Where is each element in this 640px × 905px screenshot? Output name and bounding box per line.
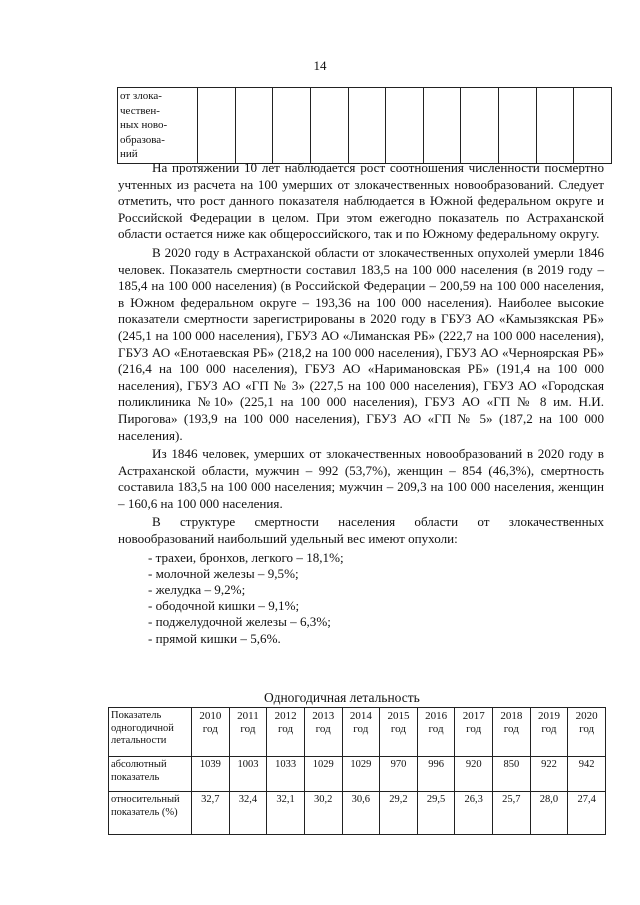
table-cell: 850: [493, 757, 531, 792]
list-item: - прямой кишки – 5,6%.: [148, 630, 281, 646]
paragraph: Из 1846 человек, умерших от злокачественных новообразований в 2020 году в Астраханской области, мужчин – 992 (53,7%), женщин – 854 (46,3%), смертность составила 183,5 на 100 000 населения; мужчин – 209,3 на 100 000 населения, женщин – 160,6 на 100 000 населения.: [118, 446, 604, 511]
table-cell: 1029: [304, 757, 342, 792]
empty-cell: [499, 88, 537, 164]
empty-cell: [273, 88, 311, 164]
table-cell: 32,4: [229, 792, 267, 835]
table-cell: 942: [568, 757, 606, 792]
list-item: - молочной железы – 9,5%;: [148, 565, 299, 581]
table-row: [109, 757, 606, 792]
table-cell: 1039: [192, 757, 230, 792]
table-cell: 32,1: [267, 792, 305, 835]
empty-cell: [386, 88, 424, 164]
year-header: 2015 год: [380, 708, 418, 757]
year-header: 2016 год: [417, 708, 455, 757]
table-cell: 28,0: [530, 792, 568, 835]
row-label: относительный показатель (%): [109, 792, 192, 835]
paragraph: В структуре смертности населения области от злокачественных новообразований наибольший удельный вес имеют опухоли:: [118, 514, 604, 547]
table-cell: 32,7: [192, 792, 230, 835]
empty-cell: [423, 88, 461, 164]
row-label: от злока- чествен- ных ново- образова- ний: [118, 88, 198, 164]
year-header: 2011 год: [229, 708, 267, 757]
table-cell: 30,2: [304, 792, 342, 835]
table-cell: 922: [530, 757, 568, 792]
empty-cell: [536, 88, 574, 164]
year-header: 2014 год: [342, 708, 380, 757]
table-header-row: [109, 708, 606, 757]
header-label: Показатель одногодичной летальности: [109, 708, 192, 757]
table-cell: 1029: [342, 757, 380, 792]
table-cell: 29,2: [380, 792, 418, 835]
table-cell: 996: [417, 757, 455, 792]
empty-cell: [348, 88, 386, 164]
paragraph: На протяжении 10 лет наблюдается рост соотношения численности посмертно учтенных из расчета на 100 умерших от злокачественных новообразований. Следует отметить, что рост данного показателя наблюдается в Южной федеральном округе и Российской Федерации в целом. При этом ежегодно показатель по Астраханской области остается ниже как общероссийского, так и по Южному федеральному округу.: [118, 160, 604, 242]
table-caption: Одногодичная летальность: [264, 690, 420, 705]
table-cell: 30,6: [342, 792, 380, 835]
year-header: 2018 год: [493, 708, 531, 757]
document-body: [118, 160, 604, 647]
list-item: - желудка – 9,2%;: [148, 582, 246, 598]
table-cell: 920: [455, 757, 493, 792]
empty-cell: [235, 88, 273, 164]
paragraph: В 2020 году в Астраханской области от злокачественных опухолей умерли 1846 человек. Показатель смертности составил 183,5 на 100 000 населения (в 2019 году – 185,4 на 100 000 населения) (в Российской Федерации – 200,59 на 100 000 населения, в Южном федеральном округе – 193,36 на 100 000 населения). Наиболее высокие показатели смертности зарегистрированы в 2020 году в ГБУЗ АО «Камызякская РБ» (245,1 на 100 000 населения), ГБУЗ АО «Лиманская РБ» (222,7 на 100 000 населения), ГБУЗ АО «Енотаевская РБ» (218,2 на 100 000 населения), ГБУЗ АО «Черноярская РБ» (216,4 на 100 000 населения), ГБУЗ АО «Наримановская РБ» (191,4 на 100 000 населения), ГБУЗ АО «ГП № 3» (227,5 на 100 000 населения), ГБУЗ АО «Городская поликлиника №10» (225,1 на 100 000 населения), ГБУЗ АО «ГП № 8 им. Н.И. Пирогова» (193,9 на 100 000 населения), ГБУЗ АО «ГП № 5» (187,2 на 100 000 населения).: [118, 244, 604, 443]
list-item: - трахеи, бронхов, легкого – 18,1%;: [148, 549, 344, 565]
list-item: - ободочной кишки – 9,1%;: [148, 598, 300, 614]
table-cell: 1003: [229, 757, 267, 792]
table-cell: 29,5: [417, 792, 455, 835]
year-header: 2017 год: [455, 708, 493, 757]
tumor-list: [118, 550, 604, 647]
year-header: 2013 год: [304, 708, 342, 757]
table-cell: 27,4: [568, 792, 606, 835]
table-cell: 26,3: [455, 792, 493, 835]
list-item: - поджелудочной железы – 6,3%;: [148, 614, 331, 630]
year-header: 2010 год: [192, 708, 230, 757]
row-label: абсолютный показатель: [109, 757, 192, 792]
empty-cell: [310, 88, 348, 164]
table-cell: 970: [380, 757, 418, 792]
empty-cell: [574, 88, 612, 164]
lethality-table: [108, 707, 606, 835]
table-cell: 1033: [267, 757, 305, 792]
page-number: 14: [313, 58, 327, 73]
year-header: 2019 год: [530, 708, 568, 757]
year-header: 2020 год: [568, 708, 606, 757]
year-header: 2012 год: [267, 708, 305, 757]
table-cell: 25,7: [493, 792, 531, 835]
empty-cell: [198, 88, 236, 164]
empty-cell: [461, 88, 499, 164]
table-row: [109, 792, 606, 835]
table-row: [118, 88, 612, 164]
continued-table: [117, 87, 612, 164]
